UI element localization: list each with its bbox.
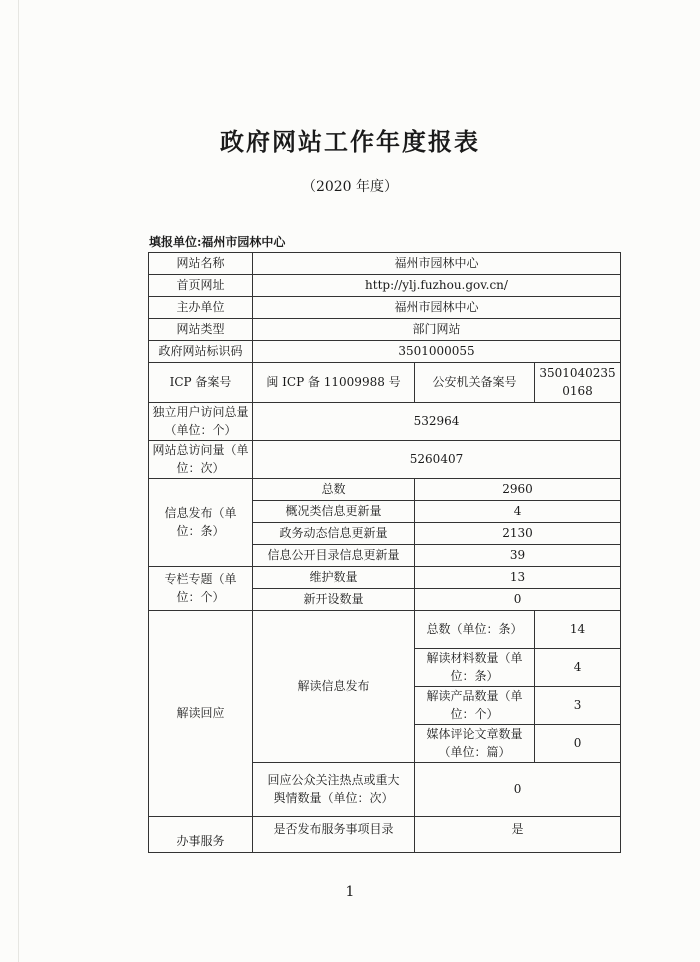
interpret-release-label: 解读信息发布 (253, 611, 415, 763)
table-row (149, 363, 621, 403)
row-value: http://ylj.fuzhou.gov.cn/ (253, 275, 621, 297)
sub-value: 3 (535, 687, 621, 725)
sub-value: 2960 (415, 479, 621, 501)
row-label: 政府网站标识码 (149, 341, 253, 363)
sub-label: 概况类信息更新量 (253, 501, 415, 523)
sub-label: 信息公开目录信息更新量 (253, 545, 415, 567)
table-row (149, 479, 621, 501)
row-label: 独立用户访问总量（单位：个） (149, 403, 253, 441)
row-label: 网站类型 (149, 319, 253, 341)
sub-value: 是 (415, 817, 621, 853)
row-label: 办事服务 (149, 817, 253, 853)
table-row (149, 341, 621, 363)
row-label: 信息发布（单位：条） (149, 479, 253, 567)
table-row (149, 275, 621, 297)
sub-label: 解读产品数量（单位：个） (415, 687, 535, 725)
report-table (148, 252, 621, 853)
response-label: 回应公众关注热点或重大舆情数量（单位：次） (253, 763, 415, 817)
table-row (149, 817, 621, 853)
row-value: 5260407 (253, 441, 621, 479)
sub-value: 13 (415, 567, 621, 589)
row-label: 主办单位 (149, 297, 253, 319)
row-value: 闽 ICP 备 11009988 号 (253, 363, 415, 403)
sub-label: 维护数量 (253, 567, 415, 589)
row-value: 部门网站 (253, 319, 621, 341)
report-title: 政府网站工作年度报表 (220, 127, 480, 156)
sub-label: 政务动态信息更新量 (253, 523, 415, 545)
table-row (149, 441, 621, 479)
table-row (149, 567, 621, 589)
row-label: ICP 备案号 (149, 363, 253, 403)
row-value: 福州市园林中心 (253, 297, 621, 319)
report-year: （2020 年度） (301, 179, 399, 195)
sub-value: 0 (415, 589, 621, 611)
sub-label: 总数（单位：条） (415, 611, 535, 649)
sub-value: 0 (535, 725, 621, 763)
sub-label: 是否发布服务事项目录 (253, 817, 415, 853)
row-label: 首页网址 (149, 275, 253, 297)
sub-value: 4 (415, 501, 621, 523)
row-label: 网站总访问量（单位：次） (149, 441, 253, 479)
sub-label: 解读材料数量（单位：条） (415, 649, 535, 687)
row-value: 3501000055 (253, 341, 621, 363)
table-row (149, 403, 621, 441)
row-label: 专栏专题（单位：个） (149, 567, 253, 611)
reporting-unit: 填报单位:福州市园林中心 (149, 235, 286, 249)
sub-label: 新开设数量 (253, 589, 415, 611)
row-value: 532964 (253, 403, 621, 441)
row-label: 网站名称 (149, 253, 253, 275)
page-number: 1 (345, 884, 355, 900)
table-row (149, 319, 621, 341)
police-record-value: 35010402350168 (535, 363, 621, 403)
police-record-label: 公安机关备案号 (415, 363, 535, 403)
response-value: 0 (415, 763, 621, 817)
sub-value: 4 (535, 649, 621, 687)
sub-label: 总数 (253, 479, 415, 501)
sub-value: 2130 (415, 523, 621, 545)
sub-value: 14 (535, 611, 621, 649)
row-label: 解读回应 (149, 611, 253, 817)
sub-value: 39 (415, 545, 621, 567)
table-row (149, 297, 621, 319)
row-value: 福州市园林中心 (253, 253, 621, 275)
table-row (149, 253, 621, 275)
table-row (149, 611, 621, 649)
sub-label: 媒体评论文章数量（单位：篇） (415, 725, 535, 763)
